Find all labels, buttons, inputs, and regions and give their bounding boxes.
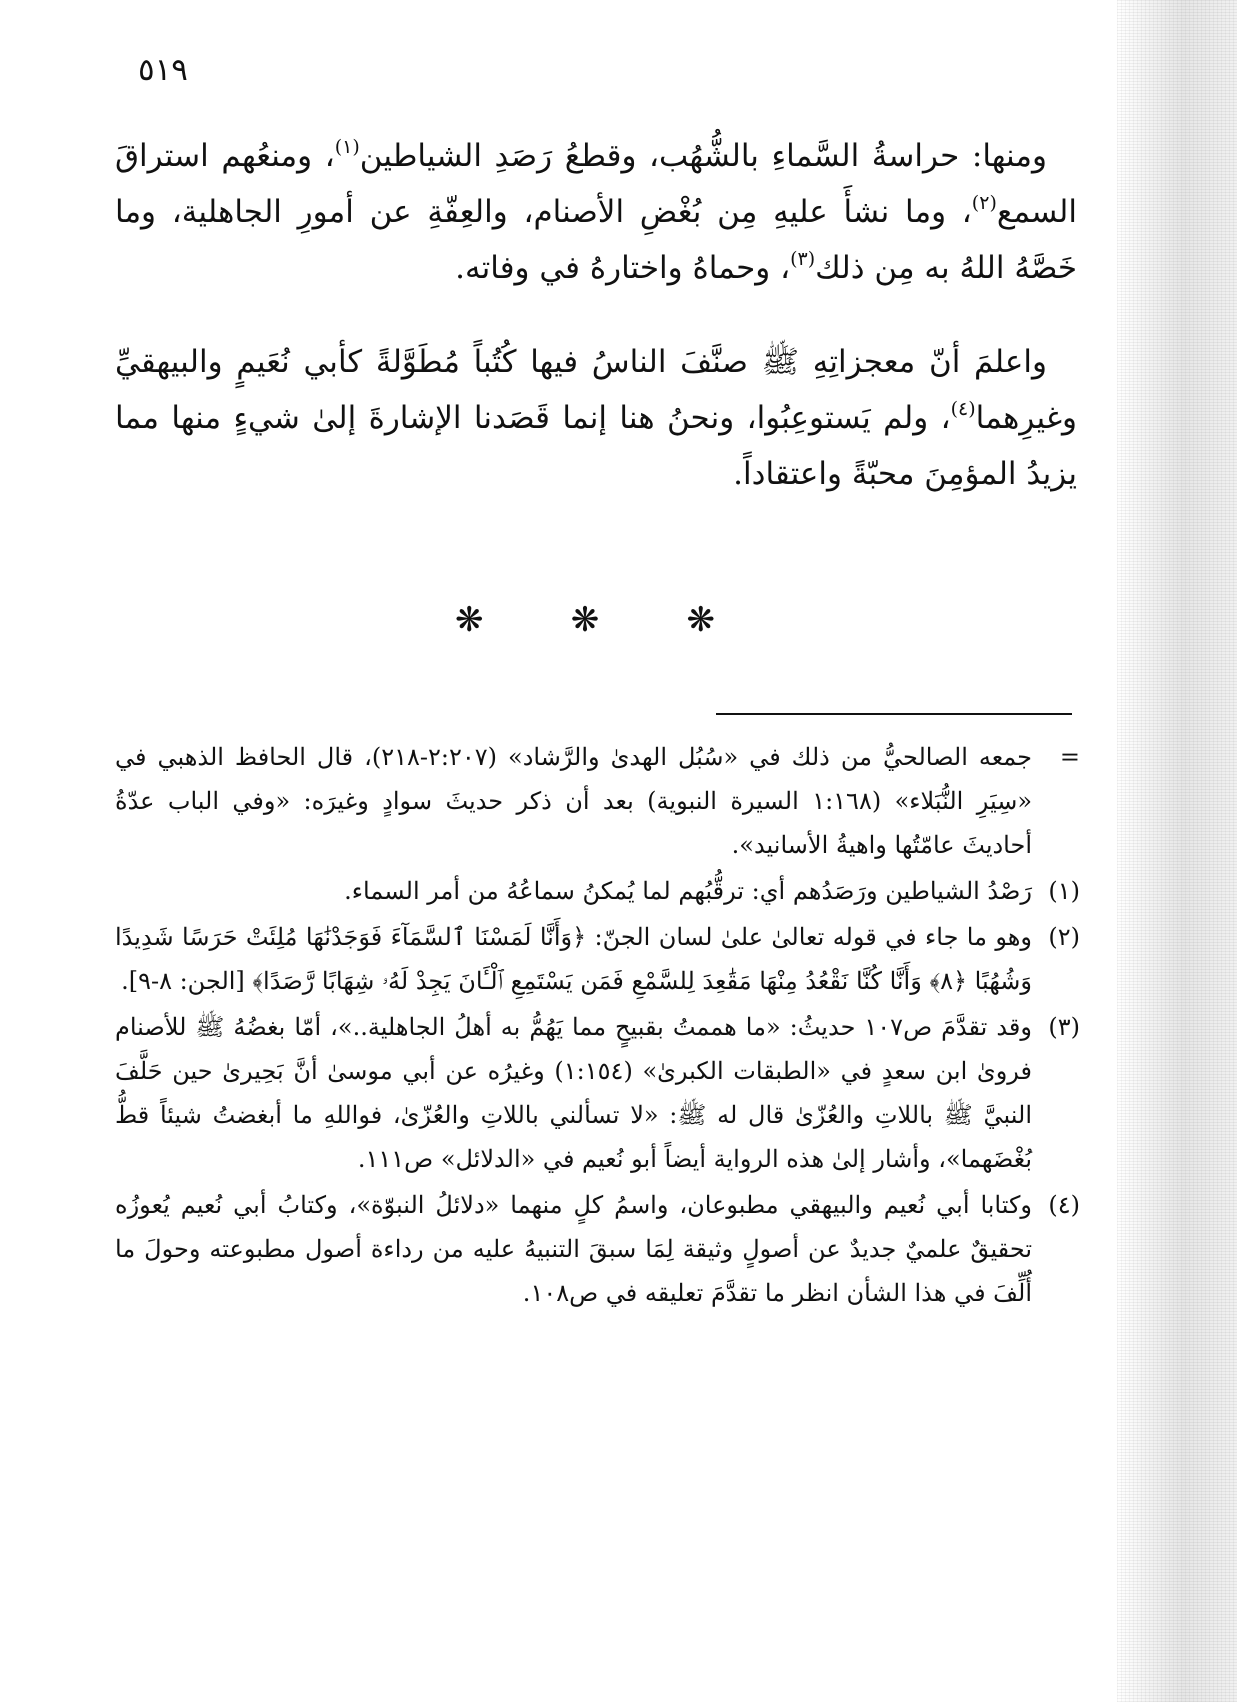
footnote-1	[115, 869, 1080, 913]
footnote-marker: (٢)	[1048, 923, 1080, 951]
paragraph-1	[115, 128, 1077, 296]
footnote-text: رَصْدُ الشياطين ورَصَدُهم أي: ترقُّبُهم لما يُمكنُ سماعُهُ من أمر السماء.	[344, 877, 1032, 905]
footnote-ref: (٤)	[950, 398, 976, 420]
footnote-text: وكتابا أبي نُعيم والبيهقي مطبوعان، واسمُ كلٍ منهما «دلائلُ النبوّة»، وكتابُ أبي نُعيم يُعوزُه تحقيقٌ علميٌ جديدٌ عن أصولٍ وثيقة لِمَا سبقَ التنبيهُ عليه من رداءة أصول مطبوعته وحولَ ما أُلِّفَ في هذا الشأن انظر ما تقدَّمَ تعليقه في ص١٠٨.	[115, 1191, 1032, 1307]
paragraph-2	[115, 334, 1077, 502]
footnote-text: وهو ما جاء في قوله تعالىٰ علىٰ لسان الجنّ: ﴿وَأَنَّا لَمَسْنَا ٱلسَّمَآءَ فَوَجَدْنَٰهَا مُلِئَتْ حَرَسًا شَدِيدًا وَشُهُبًا ﴿٨﴾ وَأَنَّا كُنَّا نَقْعُدُ مِنْهَا مَقَٰعِدَ لِلسَّمْعِ فَمَن يَسْتَمِعِ ٱلْـَٔانَ يَجِدْ لَهُۥ شِهَابًا رَّصَدًا﴾ [الجن: ٨-٩].	[115, 923, 1032, 995]
footnote-text: جمعه الصالحيُّ من ذلك في «سُبُل الهدىٰ والرَّشاد» (٢:٢٠٧-٢١٨)، قال الحافظ الذهبي في «سِيَرِ النُّبَلاء» (١:١٦٨ السيرة النبوية) بعد أن ذكر حديثَ سوادٍ وغيرَه: «وفي الباب عدّةُ أحاديثَ عامّتُها واهيةُ الأسانيد».	[115, 743, 1033, 859]
asterism-icon: ❋	[455, 600, 484, 640]
footnote-4	[115, 1183, 1080, 1315]
section-divider	[455, 600, 715, 640]
footnote-marker: (٣)	[1048, 1013, 1080, 1041]
asterism-icon: ❋	[686, 600, 715, 640]
text-run: ومنها: حراسةُ السَّماءِ بالشُّهُب، وقطعُ رَصَدِ الشياطين	[359, 138, 1047, 174]
page-number: ٥١٩	[138, 52, 188, 88]
footnote-marker: =	[1059, 743, 1080, 771]
footnote-ref: (١)	[334, 136, 360, 158]
footnote-2	[115, 915, 1080, 1003]
text-run: ، ومنعُهم استراقَ السمع	[115, 138, 1077, 230]
text-run: ، وما نشأَ عليهِ مِن بُغْضِ الأصنام، والعِفّةِ عن أمورِ الجاهلية، وما خَصَّهُ اللهُ به مِن ذلك	[115, 194, 1077, 286]
footnote-ref: (٣)	[790, 248, 816, 270]
text-run: ، ولم يَستوعِبُوا، ونحنُ هنا إنما قَصَدنا الإشارةَ إلىٰ شيءٍ منها مما يزيدُ المؤمِنَ محبّةً واعتقاداً.	[115, 400, 1077, 492]
footnote-text: وقد تقدَّمَ ص١٠٧ حديثُ: «ما هممتُ بقبيحٍ مما يَهُمُّ به أهلُ الجاهلية..»، أمّا بغضُهُ ﷺ للأصنام فروىٰ ابن سعدٍ في «الطبقات الكبرىٰ» (١:١٥٤) وغيرُه عن أبي موسىٰ أنَّ بَحِيرىٰ حين حَلَّفَ النبيَّ ﷺ باللاتِ والعُزّىٰ قال له ﷺ: «لا تسألني باللاتِ والعُزّىٰ، فواللهِ ما أبغضتُ شيئاً قطُّ بُغْضَهما»، وأشار إلىٰ هذه الرواية أيضاً أبو نُعيم في «الدلائل» ص١١١.	[115, 1013, 1032, 1173]
footnote-separator	[716, 713, 1072, 715]
footnote-marker: (٤)	[1048, 1191, 1080, 1219]
footnote-continuation	[115, 735, 1080, 867]
asterism-icon: ❋	[570, 600, 600, 640]
footnotes	[115, 735, 1080, 1315]
text-run: ، وحماهُ واختارهُ في وفاته.	[455, 250, 791, 286]
footnote-ref: (٢)	[971, 192, 997, 214]
footnote-3	[115, 1005, 1080, 1181]
footnote-marker: (١)	[1048, 877, 1080, 905]
page-edge-shadow	[1117, 0, 1237, 1702]
main-text	[115, 128, 1077, 502]
text-run: واعلمَ أنّ معجزاتِهِ ﷺ صنَّفَ الناسُ فيها كُتُباً مُطَوَّلةً كأبي نُعَيمٍ والبيهقيِّ وغيرِهما	[115, 344, 1077, 436]
